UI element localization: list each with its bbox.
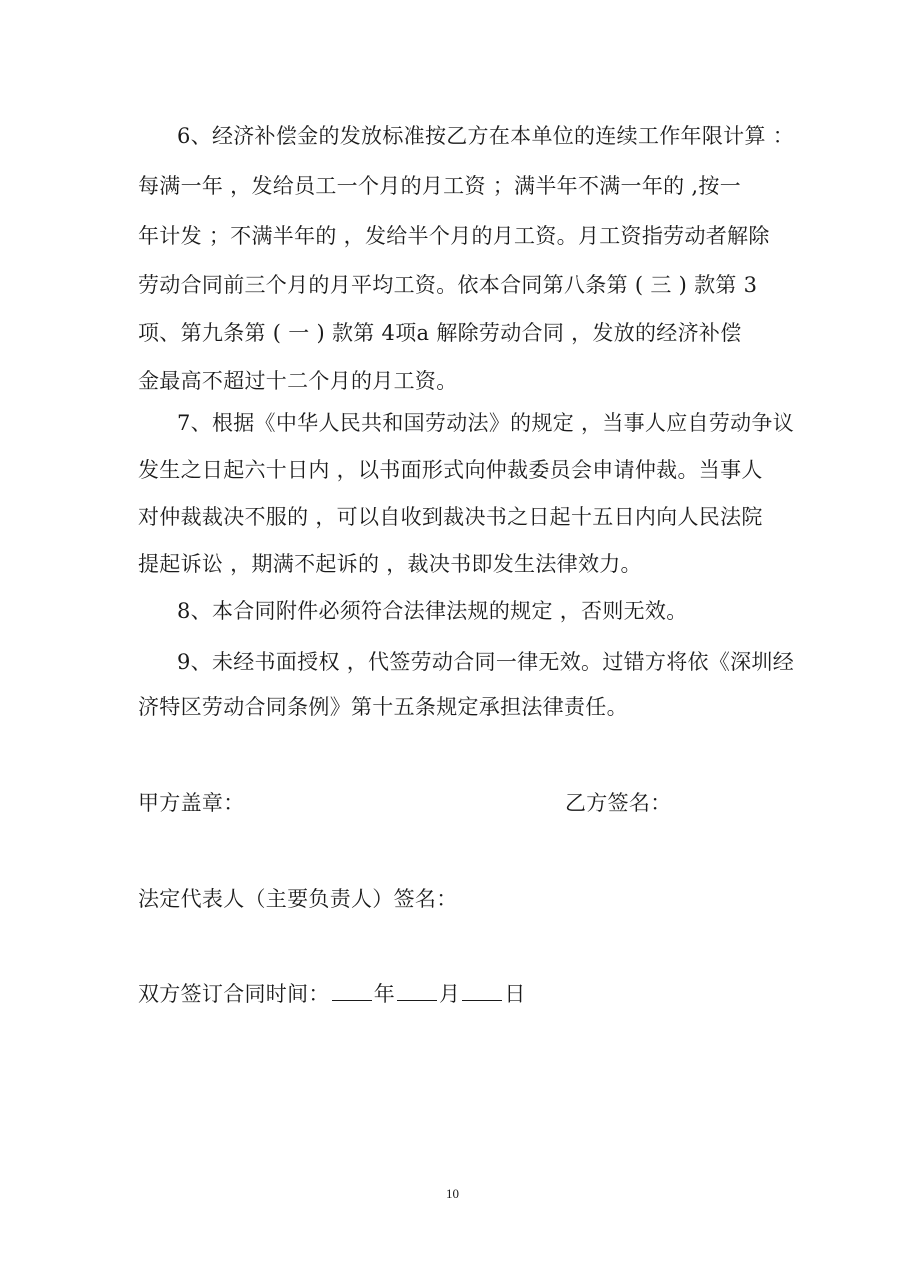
year-label: 年 [373,982,396,1006]
legal-rep-sign-label: 法定代表人（主要负责人）签名： [138,887,458,911]
day-blank [462,978,502,1001]
clause-6-line-6: 金最高不超过十二个月的月工资。 [138,369,458,393]
clause-7-line-2: 发生之日起六十日内 ，以书面形式向仲裁委员会申请仲裁。当事人 [138,458,763,482]
clause-8-line-1: 8、本合同附件必须符合法律法规的规定 ，否则无效。 [177,599,688,623]
clause-9-line-2: 济特区劳动合同条例》第十五条规定承担法律责任。 [138,695,628,719]
party-b-sign-label: 乙方签名： [565,791,672,815]
party-a-seal-label: 甲方盖章： [138,791,245,815]
clause-9-line-1: 9、未经书面授权 ，代签劳动合同一律无效。过错方将依《深圳经 [177,650,795,674]
day-label: 日 [504,982,526,1006]
clause-7-line-4: 提起诉讼 ，期满不起诉的 ，裁决书即发生法律效力。 [138,552,642,576]
clause-6-line-2: 每满一年 ，发给员工一个月的月工资 ；满半年不满一年的 ,按一 [138,174,741,198]
clause-7-line-1: 7、根据《中华人民共和国劳动法》的规定 ，当事人应自劳动争议 [177,411,795,435]
month-label: 月 [439,982,461,1006]
year-blank [332,978,372,1001]
clause-6-line-1: 6、经济补偿金的发放标准按乙方在本单位的连续工作年限计算 ： [177,124,795,148]
sign-date-row [138,978,526,1009]
month-blank [397,978,437,1001]
sign-date-label: 双方签订合同时间： [138,982,330,1006]
clause-7-line-3: 对仲裁裁决不服的 ，可以自收到裁决书之日起十五日内向人民法院 [138,505,763,529]
page-number: 10 [446,1186,459,1201]
clause-6-line-5: 项、第九条第 ( 一 ) 款第 4项a 解除劳动合同 ，发放的经济补偿 [138,321,742,345]
clause-6-line-4: 劳动合同前三个月的月平均工资。依本合同第八条第 ( 三 ) 款第 3 [138,273,758,297]
clause-6-line-3: 年计发 ；不满半年的 ，发给半个月的月工资。月工资指劳动者解除 [138,224,770,248]
